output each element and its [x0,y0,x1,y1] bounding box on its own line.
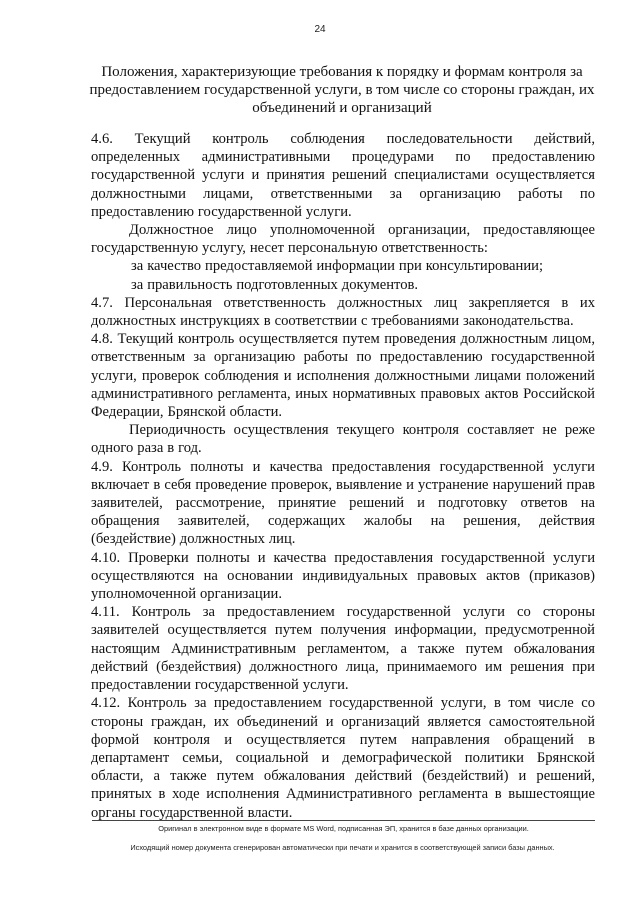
paragraph-4-7: 4.7. Персональная ответственность должностных лиц закрепляется в их должностных инструкциях в соответствии с требованиями законодательства. [91,294,595,330]
paragraph-4-11: 4.11. Контроль за предоставлением государственной услуги со стороны заявителей осуществляется путем получения информации, предусмотренной настоящим Административным регламентом, а также путем обжалования действий (бездействия) должностного лица, принимаемого им решения при предоставлении государственной услуги. [91,604,595,694]
footer-divider [92,820,595,821]
paragraph-4-6: 4.6. Текущий контроль соблюдения последовательности действий, определенных административными процедурами по предоставлению государственной услуги и принятия решений специалистами осуществляется должностными лицами, ответственными за организацию работы по предоставлению государственной услуги. [91,131,595,220]
paragraph-responsibility-intro: Должностное лицо уполномоченной организации, предоставляющее государственную услугу, несет персональную ответственность: [91,222,595,257]
paragraph-periodicity: Периодичность осуществления текущего контроля составляет не реже одного раза в год. [91,422,595,457]
paragraph-4-8: 4.8. Текущий контроль осуществляется путем проведения должностным лицом, ответственным за организацию работы по предоставлению государственной услуги, проверок соблюдения и исполнения должностными лицами положений административного регламента, иных нормативных правовых актов Российской Федерации, Брянской области. [91,331,595,421]
footer-original-note: Оригинал в электронном виде в формате MS Word, подписанная ЭП, хранится в базе данных организации. [158,824,529,833]
footer-outgoing-number-note: Исходящий номер документа сгенерирован автоматически при печати и хранится в соответствующей записи базы данных. [130,843,555,852]
paragraph-4-12: 4.12. Контроль за предоставлением государственной услуги, в том числе со стороны граждан, их объединений и организаций является самостоятельной формой контроля и осуществляется путем направления обращений в департамент семьи, социальной и демографической политики Брянской области, а также путем обжалования действий (бездействий) и решений, принятых в ходе исполнения Административного регламента в вышестоящие органы государственной власти. [91,695,595,821]
paragraph-4-10: 4.10. Проверки полноты и качества предоставления государственной услуги осуществляются на основании индивидуальных правовых актов (приказов) уполномоченной организации. [91,549,595,603]
paragraph-4-9: 4.9. Контроль полноты и качества предоставления государственной услуги включает в себя проведение проверок, выявление и устранение нарушений прав заявителей, рассмотрение, принятие решений и подготовку ответов на обращения заявителей, содержащих жалобы на решения, действия (бездействие) должностных лиц. [91,458,595,548]
list-item-quality: за качество предоставляемой информации при консультировании; [131,258,543,275]
list-item-correctness: за правильность подготовленных документов. [131,276,419,293]
page-number: 24 [314,24,326,35]
document-body [91,130,595,822]
section-heading: Положения, характеризующие требования к порядку и формам контроля за предоставлением государственной услуги, в том числе со стороны граждан, их объединений и организаций [89,64,595,116]
